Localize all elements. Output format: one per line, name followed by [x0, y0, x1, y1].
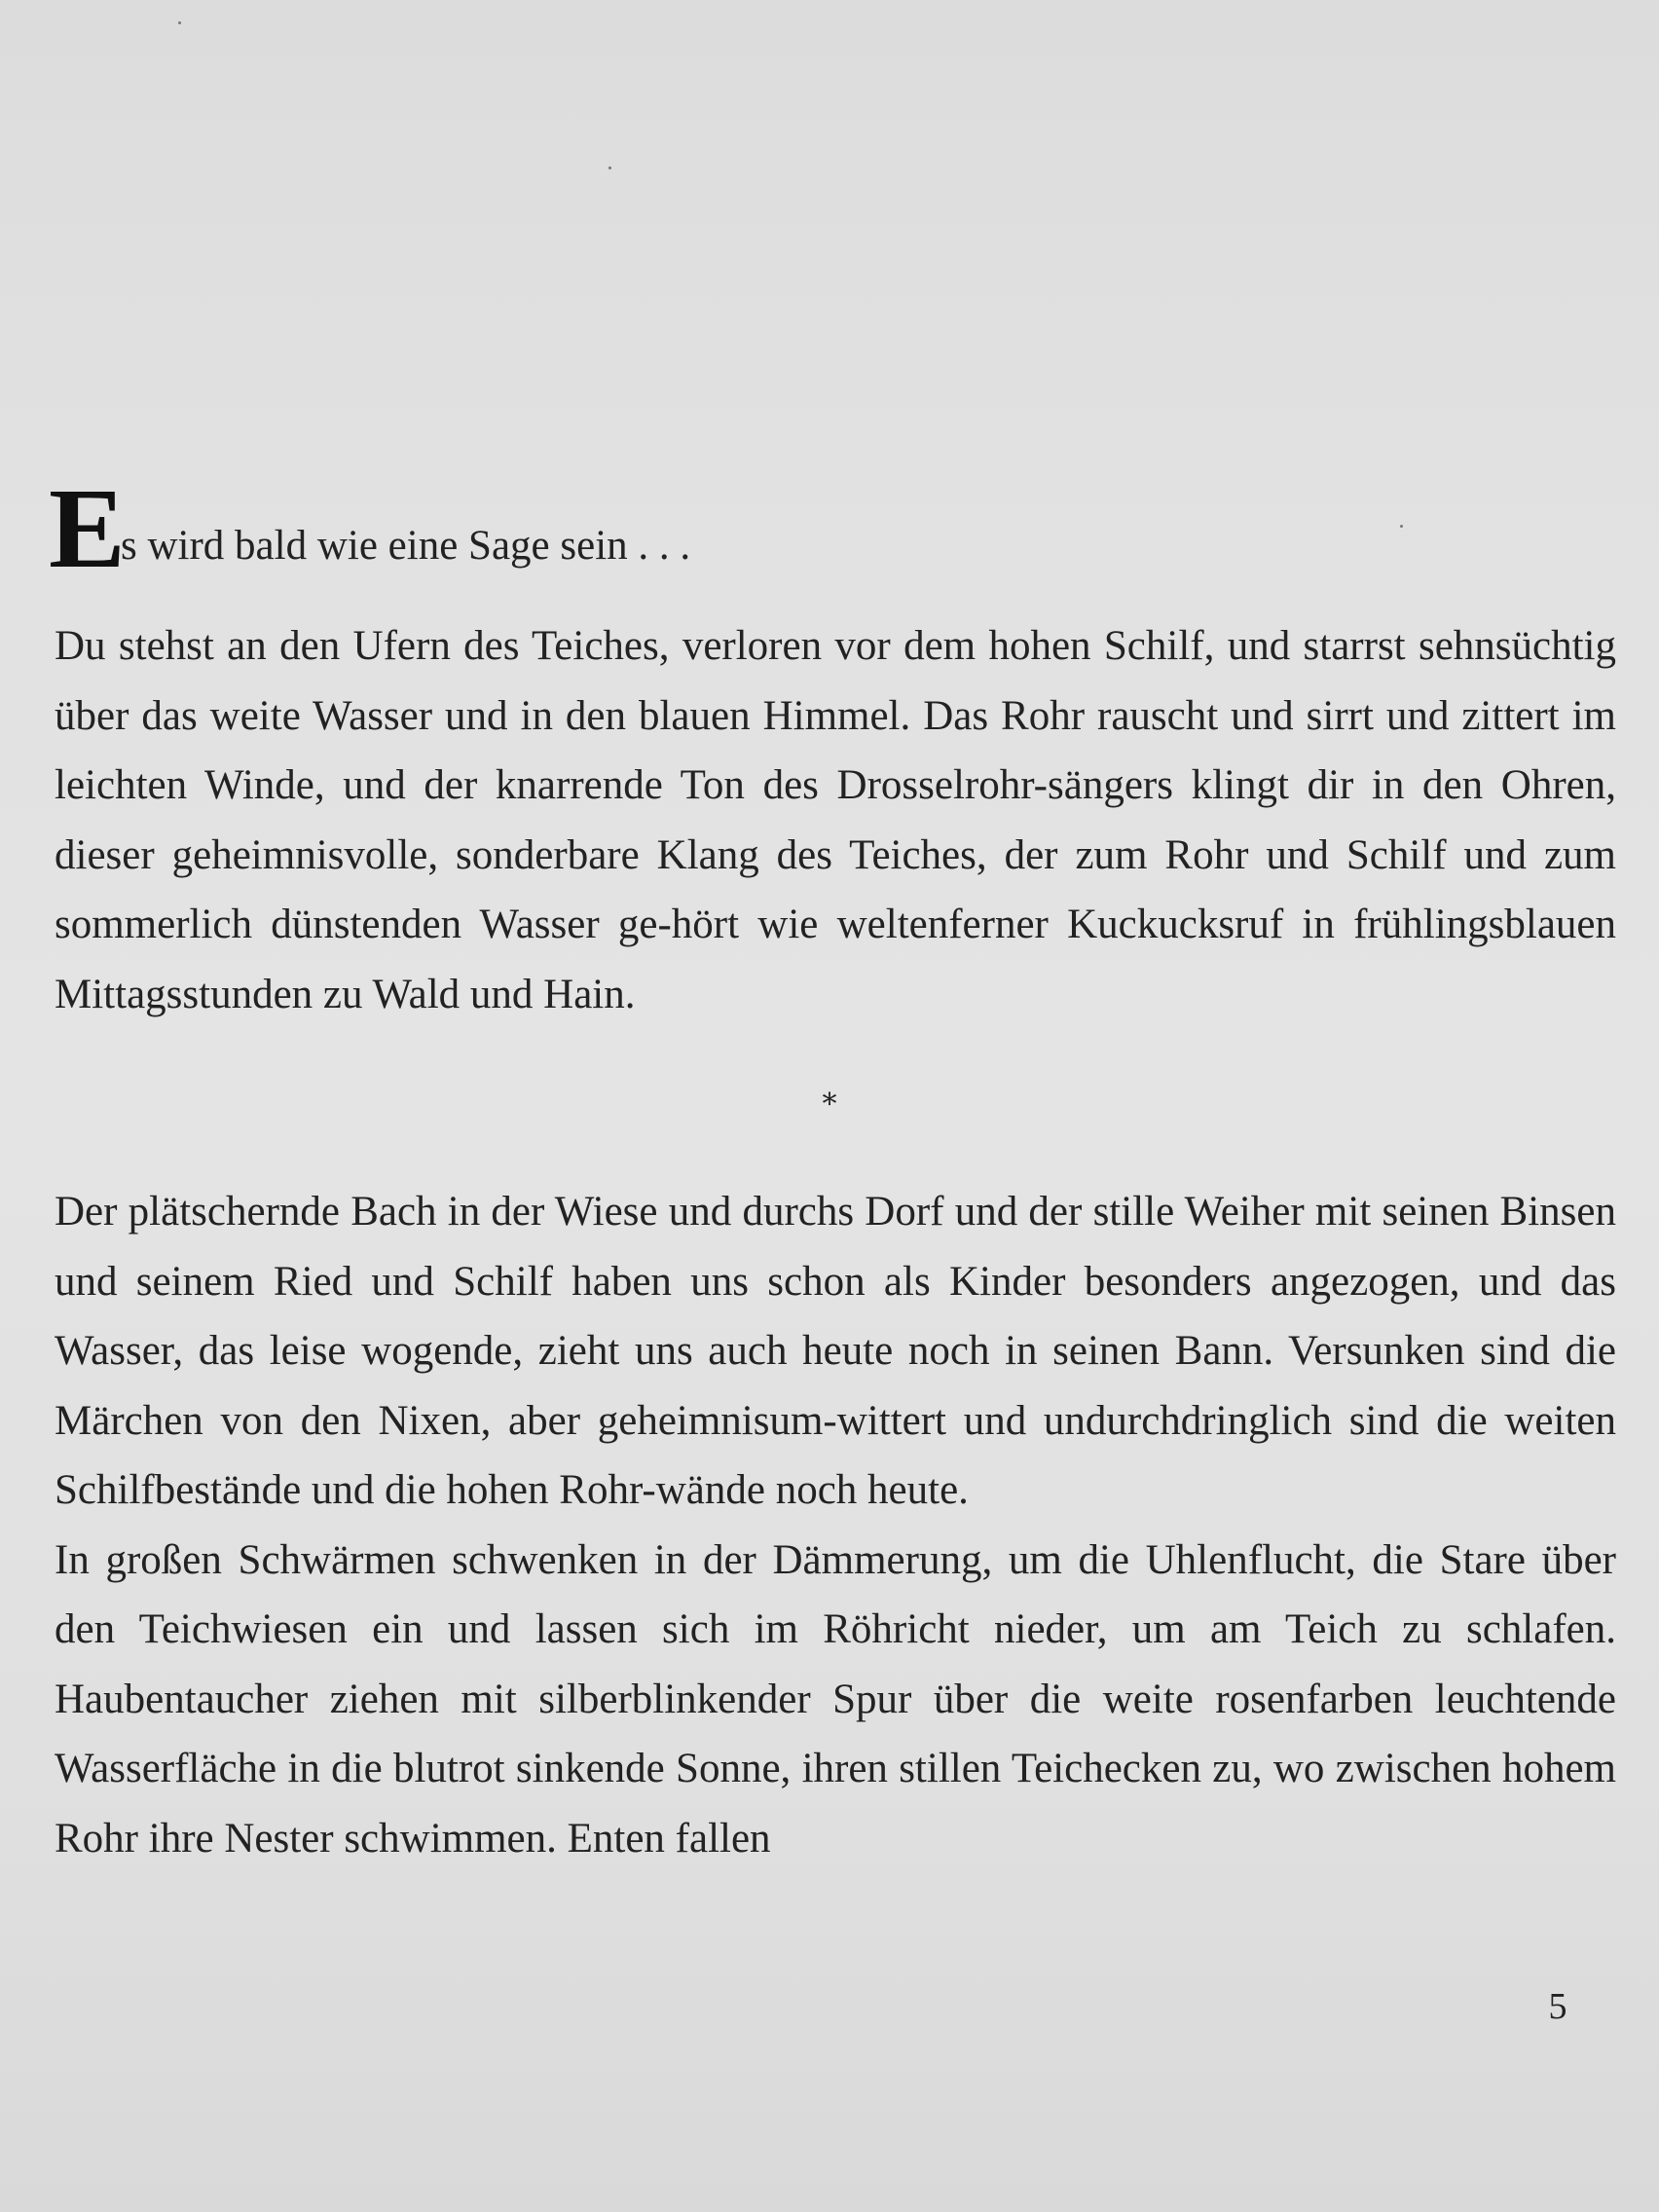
section-separator: *: [822, 1088, 837, 1122]
paragraph: Der plätschernde Bach in der Wiese und durchs Dorf und der stille Weiher mit seinen Binsen und seinem Ried und Schilf haben uns schon als Kinder besonders angezogen, und das Wasser, das leise wogende, zieht uns auch heute noch in seinen Bann. Versunken sind die Märchen von den Nixen, aber geheimnisum-wittert und undurchdringlich sind die weiten Schilfbestände und die hohen Rohr-wände noch heute.: [55, 1189, 1616, 1513]
paragraph: Du stehst an den Ufern des Teiches, verloren vor dem hohen Schilf, und starrst sehnsüchtig über das weite Wasser und in den blauen Himmel. Das Rohr rauscht und sirrt und zittert im leichten Winde, und der knarrende Ton des Drosselrohr-sängers klingt dir in den Ohren, dieser geheimnisvolle, sonderbare Klang des Teiches, der zum Rohr und Schilf und zum sommerlich dünstenden Wasser ge-hört wie weltenferner Kuckucksruf in frühlingsblauen Mittagsstunden zu Wald und Hain.: [55, 623, 1616, 1017]
paper-speck: [178, 21, 181, 24]
opening-line-text: s wird bald wie eine Sage sein . . .: [121, 523, 691, 569]
paper-speck: [1400, 525, 1403, 528]
section-1: [55, 611, 1616, 1029]
paper-speck: [608, 166, 611, 169]
opening-line: [49, 464, 925, 592]
drop-cap: E: [49, 464, 126, 592]
page-number: 5: [1548, 1986, 1567, 2027]
section-2: [55, 1177, 1616, 1873]
paragraph: In großen Schwärmen schwenken in der Dämmerung, um die Uhlenflucht, die Stare über den Teichwiesen ein und lassen sich im Röhricht nieder, um am Teich zu schlafen. Haubentaucher ziehen mit silberblinkender Spur über die weite rosenfarben leuchtende Wasserfläche in die blutrot sinkende Sonne, ihren stillen Teichecken zu, wo zwischen hohem Rohr ihre Nester schwimmen. Enten fallen: [55, 1536, 1616, 1862]
